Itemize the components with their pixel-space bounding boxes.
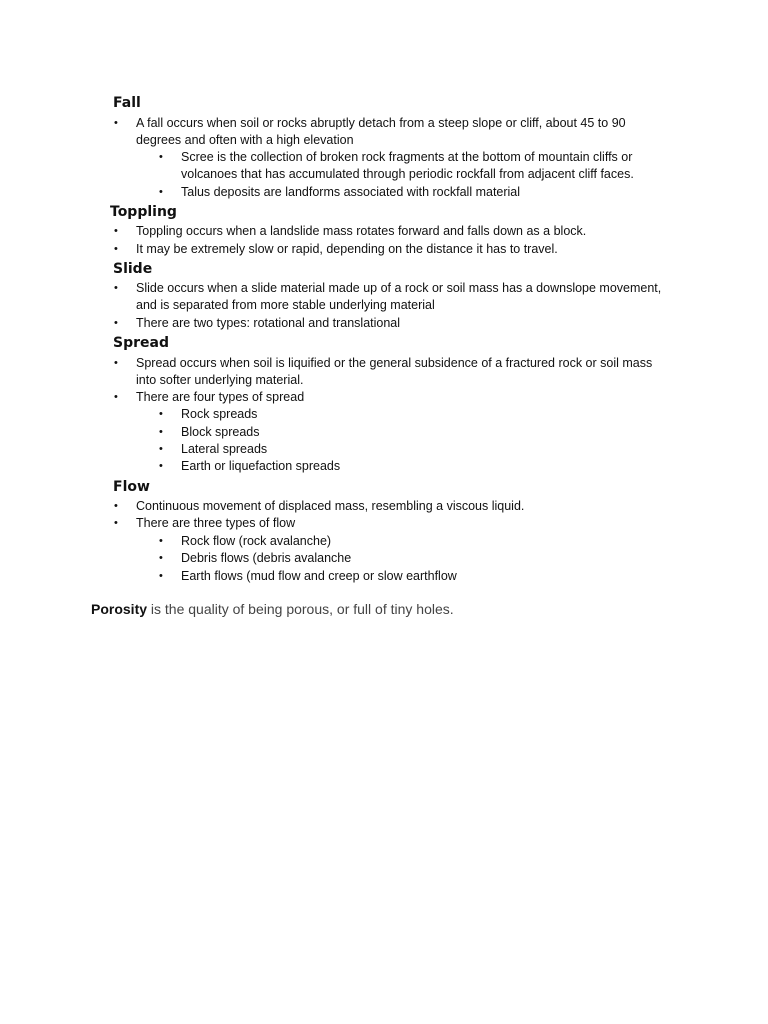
spread-bullet-1-line-1: Spread occurs when soil is liquified or the general subsidence of a fractured rock or soil mass [136,356,653,370]
toppling-bullet-2: It may be extremely slow or rapid, depending on the distance it has to travel. [136,242,558,256]
bullet-marker: • [159,552,163,564]
slide-bullet-1-line-2: and is separated from more stable underlying material [136,298,435,312]
spread-sub-4: Earth or liquefaction spreads [181,459,341,473]
spread-sub-3: Lateral spreads [181,442,268,456]
bullet-marker: • [159,426,163,438]
spread-sub-1: Rock spreads [181,407,258,421]
flow-sub-1: Rock flow (rock avalanche) [181,534,332,548]
bullet-marker: • [114,517,118,529]
flow-bullet-1: Continuous movement of displaced mass, resembling a viscous liquid. [136,499,525,513]
slide-bullet-2: There are two types: rotational and translational [136,316,401,330]
bullet-marker: • [159,460,163,472]
porosity-text: is the quality of being porous, or full of tiny holes. [147,601,454,617]
bullet-marker: • [114,317,118,329]
toppling-bullet-1: Toppling occurs when a landslide mass rotates forward and falls down as a block. [136,224,587,238]
bullet-marker: • [114,500,118,512]
flow-sub-2: Debris flows (debris avalanche [181,551,352,565]
bullet-marker: • [114,282,118,294]
fall-bullet-1-line-1: A fall occurs when soil or rocks abruptly detach from a steep slope or cliff, about 45 to 90 [136,116,626,130]
bullet-marker: • [114,117,118,129]
bullet-marker: • [159,570,163,582]
porosity-term: Porosity [91,601,148,617]
bullet-marker: • [159,408,163,420]
bullet-marker: • [114,225,118,237]
bullet-marker: • [159,443,163,455]
bullet-marker: • [114,391,118,403]
heading-slide: Slide [113,261,153,277]
bullet-marker: • [114,243,118,255]
fall-sub-1-line-1: Scree is the collection of broken rock fragments at the bottom of mountain cliffs or [181,150,633,164]
bullet-marker: • [159,535,163,547]
fall-sub-1-line-2: volcanoes that has accumulated through periodic rockfall from adjacent cliff faces. [181,167,634,181]
heading-fall: Fall [113,95,141,111]
bullet-marker: • [159,186,163,198]
spread-sub-2: Block spreads [181,425,260,439]
fall-bullet-1-line-2: degrees and often with a high elevation [136,133,354,147]
flow-bullet-2: There are three types of flow [136,516,296,530]
flow-sub-3: Earth flows (mud flow and creep or slow earthflow [181,569,457,583]
heading-spread: Spread [113,335,169,351]
slide-bullet-1-line-1: Slide occurs when a slide material made up of a rock or soil mass has a downslope movement, [136,281,662,295]
porosity-definition [91,601,454,617]
fall-sub-2: Talus deposits are landforms associated with rockfall material [181,185,521,199]
heading-toppling: Toppling [110,204,177,220]
bullet-marker: • [114,357,118,369]
spread-bullet-2: There are four types of spread [136,390,305,404]
bullet-marker: • [159,151,163,163]
spread-bullet-1-line-2: into softer underlying material. [136,373,304,387]
heading-flow: Flow [113,479,150,495]
